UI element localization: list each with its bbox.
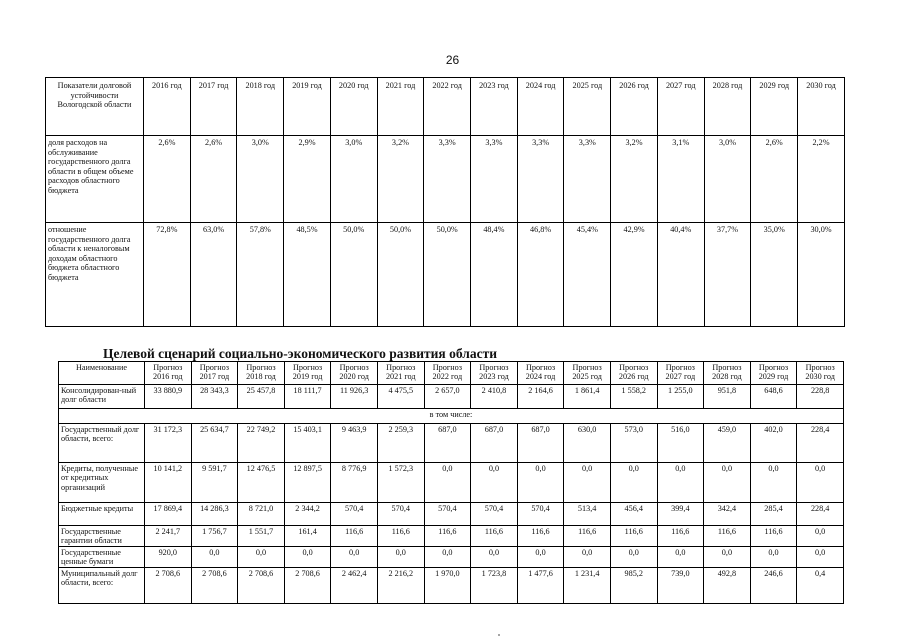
table-row: [59, 526, 844, 547]
table-cell: 12 476,5: [238, 463, 285, 503]
column-header-year: 2024 год: [517, 78, 564, 136]
table-cell: 4 475,5: [377, 385, 424, 409]
table-cell: 1 255,0: [657, 385, 704, 409]
table-cell: 3,3%: [564, 136, 611, 223]
table-cell: 116,6: [750, 526, 797, 547]
column-header-year: 2018 год: [237, 78, 284, 136]
table-cell: 1 572,3: [377, 463, 424, 503]
table-cell: 0,0: [704, 463, 751, 503]
column-header-name: Наименование: [59, 362, 145, 385]
table-cell: 8 776,9: [331, 463, 378, 503]
table-cell: 116,6: [331, 526, 378, 547]
table-cell: 920,0: [145, 547, 192, 568]
table-cell: 72,8%: [144, 223, 191, 327]
table-row: [59, 463, 844, 503]
table-cell: 50,0%: [424, 223, 471, 327]
table-cell: 3,0%: [237, 136, 284, 223]
table-cell: 2 164,6: [517, 385, 564, 409]
table-cell: 459,0: [704, 424, 751, 463]
row-label: Государственные ценные бумаги: [59, 547, 145, 568]
table-row: [59, 547, 844, 568]
debt-sustainability-table: [45, 77, 845, 327]
table-cell: 687,0: [471, 424, 518, 463]
column-header-year: 2016 год: [144, 78, 191, 136]
column-header-year: 2028 год: [704, 78, 751, 136]
table-cell: 30,0%: [798, 223, 845, 327]
table-cell: 0,0: [750, 547, 797, 568]
table-cell: 33 880,9: [145, 385, 192, 409]
table-cell: 687,0: [424, 424, 471, 463]
table-cell: 630,0: [564, 424, 611, 463]
table-cell: 50,0%: [330, 223, 377, 327]
table-cell: 46,8%: [517, 223, 564, 327]
table-cell: 0,0: [284, 547, 331, 568]
column-header-year: Прогноз 2021 год: [377, 362, 424, 385]
table-cell: 18 111,7: [284, 385, 331, 409]
table-cell: 570,4: [517, 503, 564, 526]
table-cell: 516,0: [657, 424, 704, 463]
row-label: отношение государственного долга области к неналоговым доходам областного бюджета областного бюджета: [46, 223, 144, 327]
table-cell: 50,0%: [377, 223, 424, 327]
table-cell: 3,1%: [657, 136, 704, 223]
table-cell: 31 172,3: [145, 424, 192, 463]
table-cell: 161,4: [284, 526, 331, 547]
table-cell: 116,6: [517, 526, 564, 547]
table-cell: 513,4: [564, 503, 611, 526]
table-cell: 48,5%: [284, 223, 331, 327]
table-cell: 1 231,4: [564, 568, 611, 604]
table-cell: 11 926,3: [331, 385, 378, 409]
column-header-year: Прогноз 2018 год: [238, 362, 285, 385]
table-cell: 2,2%: [798, 136, 845, 223]
table-cell: 2 657,0: [424, 385, 471, 409]
row-label: доля расходов на обслуживание государственного долга области в общем объеме расходов областного бюджета: [46, 136, 144, 223]
table-cell: 3,2%: [611, 136, 658, 223]
table-header-row: [59, 362, 844, 385]
table-cell: 37,7%: [704, 223, 751, 327]
table-cell: 8 721,0: [238, 503, 285, 526]
column-header-year: 2017 год: [190, 78, 237, 136]
table-cell: 15 403,1: [284, 424, 331, 463]
table-cell: 116,6: [610, 526, 657, 547]
column-header-year: 2030 год: [798, 78, 845, 136]
table-cell: 1 970,0: [424, 568, 471, 604]
table-cell: 116,6: [424, 526, 471, 547]
row-label: Консолидирован-ный долг области: [59, 385, 145, 409]
table-cell: 1 756,7: [191, 526, 238, 547]
table-cell: 1 551,7: [238, 526, 285, 547]
column-header-year: Прогноз 2024 год: [517, 362, 564, 385]
table-cell: 2,9%: [284, 136, 331, 223]
table-cell: 116,6: [564, 526, 611, 547]
row-label: Муниципальный долг области, всего:: [59, 568, 145, 604]
table-cell: 285,4: [750, 503, 797, 526]
table-cell: 985,2: [610, 568, 657, 604]
table-cell: 25 634,7: [191, 424, 238, 463]
table-cell: 0,0: [517, 547, 564, 568]
table-cell: 45,4%: [564, 223, 611, 327]
column-header-year: 2029 год: [751, 78, 798, 136]
table-cell: 28 343,3: [191, 385, 238, 409]
table-cell: 42,9%: [611, 223, 658, 327]
table-cell: 3,3%: [517, 136, 564, 223]
table-cell: 1 723,8: [471, 568, 518, 604]
table-cell: 116,6: [657, 526, 704, 547]
column-header-year: Прогноз 2023 год: [471, 362, 518, 385]
table-cell: 456,4: [610, 503, 657, 526]
column-header-year: Прогноз 2022 год: [424, 362, 471, 385]
table-cell: 0,0: [657, 547, 704, 568]
table-cell: 2 462,4: [331, 568, 378, 604]
column-header-indicator: Показатели долговой устойчивости Вологодской области: [46, 78, 144, 136]
row-label: Государственные гарантии области: [59, 526, 145, 547]
table-cell: 0,0: [704, 547, 751, 568]
table-cell: 399,4: [657, 503, 704, 526]
column-header-year: 2021 год: [377, 78, 424, 136]
column-header-year: 2023 год: [471, 78, 518, 136]
table-cell: 2 344,2: [284, 503, 331, 526]
table-cell: 2 708,6: [284, 568, 331, 604]
page-number: 26: [445, 53, 460, 67]
column-header-year: Прогноз 2030 год: [797, 362, 844, 385]
table-row: [59, 503, 844, 526]
table-cell: 648,6: [750, 385, 797, 409]
column-header-year: Прогноз 2016 год: [145, 362, 192, 385]
table-cell: 2 216,2: [377, 568, 424, 604]
table-cell: 0,0: [564, 547, 611, 568]
table-cell: 0,0: [750, 463, 797, 503]
column-header-year: 2019 год: [284, 78, 331, 136]
table-cell: 17 869,4: [145, 503, 192, 526]
table-cell: 570,4: [471, 503, 518, 526]
table-cell: 2,6%: [144, 136, 191, 223]
table-row: [59, 424, 844, 463]
table-cell: 0,0: [331, 547, 378, 568]
table-cell: 0,0: [471, 463, 518, 503]
table-row-including: [59, 409, 844, 424]
table-cell: 1 477,6: [517, 568, 564, 604]
table-cell: 35,0%: [751, 223, 798, 327]
table-cell: 402,0: [750, 424, 797, 463]
table-cell: 228,4: [797, 503, 844, 526]
table-cell: 570,4: [331, 503, 378, 526]
table-cell: 12 897,5: [284, 463, 331, 503]
table-cell: 0,4: [797, 568, 844, 604]
column-header-year: Прогноз 2017 год: [191, 362, 238, 385]
table-cell: 0,0: [610, 547, 657, 568]
table-cell: 0,0: [657, 463, 704, 503]
table-cell: 10 141,2: [145, 463, 192, 503]
table-cell: 1 558,2: [610, 385, 657, 409]
table-cell: 48,4%: [471, 223, 518, 327]
table-cell: 2 241,7: [145, 526, 192, 547]
column-header-year: Прогноз 2027 год: [657, 362, 704, 385]
row-label: Кредиты, полученные от кредитных организаций: [59, 463, 145, 503]
table-cell: 9 591,7: [191, 463, 238, 503]
table-cell: 0,0: [471, 547, 518, 568]
table-cell: 9 463,9: [331, 424, 378, 463]
column-header-year: Прогноз 2019 год: [284, 362, 331, 385]
column-header-year: 2025 год: [564, 78, 611, 136]
table-cell: 951,8: [704, 385, 751, 409]
table-cell: 687,0: [517, 424, 564, 463]
table-cell: 0,0: [610, 463, 657, 503]
table-cell: 739,0: [657, 568, 704, 604]
table-cell: 14 286,3: [191, 503, 238, 526]
table-cell: 0,0: [797, 463, 844, 503]
table-cell: 2,6%: [190, 136, 237, 223]
table-cell: 0,0: [797, 547, 844, 568]
table-cell: 0,0: [564, 463, 611, 503]
table-cell: 2 259,3: [377, 424, 424, 463]
table-cell: 3,0%: [330, 136, 377, 223]
table-cell: 3,2%: [377, 136, 424, 223]
including-label: в том числе:: [59, 409, 844, 424]
table-cell: 0,0: [797, 526, 844, 547]
table-cell: 22 749,2: [238, 424, 285, 463]
table-cell: 116,6: [704, 526, 751, 547]
table-cell: 342,4: [704, 503, 751, 526]
table-cell: 228,4: [797, 424, 844, 463]
table-cell: 2 410,8: [471, 385, 518, 409]
column-header-year: 2020 год: [330, 78, 377, 136]
table-row-consolidated: [59, 385, 844, 409]
table-cell: 246,6: [750, 568, 797, 604]
column-header-year: Прогноз 2026 год: [610, 362, 657, 385]
table-cell: 570,4: [424, 503, 471, 526]
table-cell: 63,0%: [190, 223, 237, 327]
column-header-year: Прогноз 2028 год: [704, 362, 751, 385]
table-cell: 40,4%: [657, 223, 704, 327]
table-cell: 2 708,6: [191, 568, 238, 604]
column-header-year: 2027 год: [657, 78, 704, 136]
table-cell: 492,8: [704, 568, 751, 604]
table-row: [59, 568, 844, 604]
table-cell: 2 708,6: [145, 568, 192, 604]
table-cell: 57,8%: [237, 223, 284, 327]
table-cell: 1 861,4: [564, 385, 611, 409]
debt-forecast-table: [58, 361, 844, 604]
table-cell: 0,0: [424, 463, 471, 503]
table-cell: 570,4: [377, 503, 424, 526]
table-cell: 2 708,6: [238, 568, 285, 604]
row-label: Бюджетные кредиты: [59, 503, 145, 526]
scan-speck: [498, 634, 500, 636]
table-header-row: [46, 78, 845, 136]
row-label: Государственный долг области, всего:: [59, 424, 145, 463]
column-header-year: Прогноз 2020 год: [331, 362, 378, 385]
column-header-year: 2026 год: [611, 78, 658, 136]
table-cell: 2,6%: [751, 136, 798, 223]
table-cell: 573,0: [610, 424, 657, 463]
table-cell: 116,6: [377, 526, 424, 547]
table-cell: 0,0: [377, 547, 424, 568]
column-header-year: Прогноз 2025 год: [564, 362, 611, 385]
table-row: [46, 136, 845, 223]
table-cell: 0,0: [517, 463, 564, 503]
table-cell: 0,0: [191, 547, 238, 568]
table-cell: 116,6: [471, 526, 518, 547]
table-cell: 3,0%: [704, 136, 751, 223]
section-title: Целевой сценарий социально-экономического развития области: [103, 346, 497, 361]
table-cell: 3,3%: [424, 136, 471, 223]
table-cell: 0,0: [238, 547, 285, 568]
column-header-year: Прогноз 2029 год: [750, 362, 797, 385]
table-row: [46, 223, 845, 327]
table-cell: 0,0: [424, 547, 471, 568]
table-cell: 25 457,8: [238, 385, 285, 409]
table-cell: 3,3%: [471, 136, 518, 223]
table-cell: 228,8: [797, 385, 844, 409]
column-header-year: 2022 год: [424, 78, 471, 136]
